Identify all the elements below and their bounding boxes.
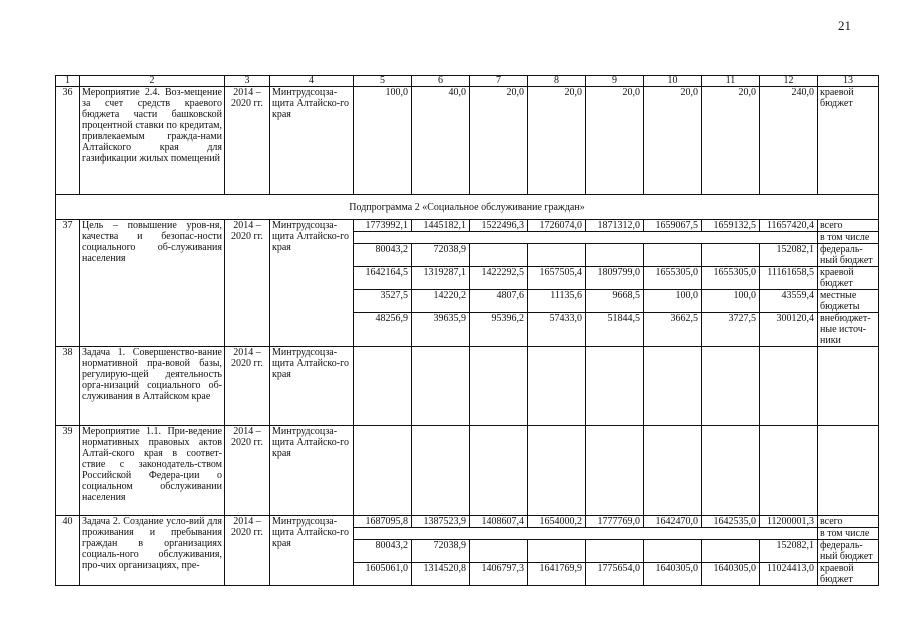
value-cell: 1314520,8 bbox=[412, 563, 470, 586]
value-cell: 3662,5 bbox=[644, 313, 702, 347]
empty-value-span bbox=[354, 232, 818, 244]
value-cell: 20,0 bbox=[586, 87, 644, 195]
value-cell: 1659067,5 bbox=[644, 220, 702, 232]
funding-source: в том числе bbox=[818, 232, 879, 244]
row-number: 38 bbox=[56, 347, 80, 426]
executor: Минтрудсоцза-щита Алтайско-го края bbox=[270, 516, 354, 586]
measure-name: Задача 1. Совершенство-вание нормативной пра-вовой базы, регулирую-щей деятельность орга-низаций социального об-служивания в Алтайском крае bbox=[80, 347, 225, 426]
value-cell bbox=[702, 540, 760, 563]
value-cell: 1319287,1 bbox=[412, 267, 470, 290]
measure-name: Мероприятие 2.4. Воз-мещение за счет средств краевого бюджета части башковской процентной ставки по кредитам, привлекаемым гражда-нами Алтайского края для газификации жилых помещений bbox=[80, 87, 225, 195]
value-cell: 1422292,5 bbox=[470, 267, 528, 290]
value-cell: 152082,1 bbox=[760, 244, 818, 267]
period: 2014 – 2020 гг. bbox=[225, 347, 270, 426]
row-number: 37 bbox=[56, 220, 80, 347]
value-cell bbox=[528, 540, 586, 563]
value-cell: 48256,9 bbox=[354, 313, 412, 347]
column-number: 12 bbox=[760, 76, 818, 87]
page-number: 21 bbox=[838, 18, 851, 33]
executor: Минтрудсоцза-щита Алтайско-го края bbox=[270, 426, 354, 516]
value-cell: 1642164,5 bbox=[354, 267, 412, 290]
table-row-40 bbox=[56, 516, 879, 528]
executor: Минтрудсоцза-щита Алтайско-го края bbox=[270, 347, 354, 426]
value-cell: 1642535,0 bbox=[702, 516, 760, 528]
value-cell: 1605061,0 bbox=[354, 563, 412, 586]
funding-source: краевой бюджет bbox=[818, 87, 879, 195]
value-cell: 9668,5 bbox=[586, 290, 644, 313]
value-cell: 40,0 bbox=[412, 87, 470, 195]
column-number: 5 bbox=[354, 76, 412, 87]
value-cell bbox=[412, 347, 470, 426]
column-number-row bbox=[56, 76, 879, 87]
period: 2014 – 2020 гг. bbox=[225, 516, 270, 586]
value-cell bbox=[702, 244, 760, 267]
funding-source: внебюджет-ные источ-ники bbox=[818, 313, 879, 347]
value-cell: 1640305,0 bbox=[702, 563, 760, 586]
value-cell bbox=[528, 347, 586, 426]
column-number: 9 bbox=[586, 76, 644, 87]
value-cell: 1642470,0 bbox=[644, 516, 702, 528]
value-cell bbox=[354, 347, 412, 426]
funding-source: всего bbox=[818, 220, 879, 232]
value-cell: 100,0 bbox=[354, 87, 412, 195]
period: 2014 – 2020 гг. bbox=[225, 426, 270, 516]
column-number: 13 bbox=[818, 76, 879, 87]
period: 2014 – 2020 гг. bbox=[225, 87, 270, 195]
subprogram-row bbox=[56, 195, 879, 220]
empty-value-span bbox=[354, 528, 818, 540]
measure-name: Цель – повышение уров-ня, качества и безопас-ности социального об-служивания населения bbox=[80, 220, 225, 347]
funding-source bbox=[818, 347, 879, 426]
measure-name: Задача 2. Создание усло-вий для проживания и пребывания граждан в организациях социаль-ного обслуживания, про-чих организациях, пре- bbox=[80, 516, 225, 586]
column-number: 10 bbox=[644, 76, 702, 87]
value-cell: 20,0 bbox=[702, 87, 760, 195]
value-cell bbox=[644, 244, 702, 267]
value-cell bbox=[586, 244, 644, 267]
row-number: 36 bbox=[56, 87, 80, 195]
value-cell: 1775654,0 bbox=[586, 563, 644, 586]
program-financing-table bbox=[55, 75, 879, 586]
value-cell: 1659132,5 bbox=[702, 220, 760, 232]
value-cell: 20,0 bbox=[528, 87, 586, 195]
value-cell: 1657505,4 bbox=[528, 267, 586, 290]
column-number: 3 bbox=[225, 76, 270, 87]
funding-source: местные бюджеты bbox=[818, 290, 879, 313]
value-cell: 1641769,9 bbox=[528, 563, 586, 586]
value-cell: 51844,5 bbox=[586, 313, 644, 347]
value-cell: 3727,5 bbox=[702, 313, 760, 347]
value-cell: 100,0 bbox=[702, 290, 760, 313]
value-cell: 1408607,4 bbox=[470, 516, 528, 528]
value-cell: 72038,9 bbox=[412, 244, 470, 267]
period: 2014 – 2020 гг. bbox=[225, 220, 270, 347]
value-cell bbox=[702, 347, 760, 426]
value-cell: 11135,6 bbox=[528, 290, 586, 313]
row-number: 39 bbox=[56, 426, 80, 516]
value-cell: 1655305,0 bbox=[644, 267, 702, 290]
value-cell: 1871312,0 bbox=[586, 220, 644, 232]
value-cell: 80043,2 bbox=[354, 540, 412, 563]
table-row-37 bbox=[56, 220, 879, 232]
table-row-38 bbox=[56, 347, 879, 426]
column-number: 4 bbox=[270, 76, 354, 87]
value-cell: 20,0 bbox=[644, 87, 702, 195]
funding-source: федераль-ный бюджет bbox=[818, 540, 879, 563]
value-cell: 1777769,0 bbox=[586, 516, 644, 528]
value-cell: 11657420,4 bbox=[760, 220, 818, 232]
value-cell: 1654000,2 bbox=[528, 516, 586, 528]
value-cell: 1387523,9 bbox=[412, 516, 470, 528]
value-cell: 11024413,0 bbox=[760, 563, 818, 586]
value-cell: 1809799,0 bbox=[586, 267, 644, 290]
value-cell bbox=[760, 347, 818, 426]
value-cell bbox=[644, 426, 702, 516]
value-cell: 43559,4 bbox=[760, 290, 818, 313]
table-row-39 bbox=[56, 426, 879, 516]
value-cell: 240,0 bbox=[760, 87, 818, 195]
value-cell: 11161658,5 bbox=[760, 267, 818, 290]
executor: Минтрудсоцза-щита Алтайско-го края bbox=[270, 220, 354, 347]
value-cell: 14220,2 bbox=[412, 290, 470, 313]
value-cell bbox=[412, 426, 470, 516]
subprogram-title: Подпрограмма 2 «Социальное обслуживание граждан» bbox=[56, 195, 879, 220]
value-cell: 1726074,0 bbox=[528, 220, 586, 232]
measure-name: Мероприятие 1.1. При-ведение нормативных правовых актов Алтай-ского края в соответ-ствие с законодатель-ством Российской Федера-ции о социальном обслуживании населения bbox=[80, 426, 225, 516]
value-cell bbox=[470, 426, 528, 516]
value-cell bbox=[644, 540, 702, 563]
value-cell: 11200001,3 bbox=[760, 516, 818, 528]
value-cell bbox=[586, 347, 644, 426]
value-cell: 39635,9 bbox=[412, 313, 470, 347]
column-number: 8 bbox=[528, 76, 586, 87]
column-number: 11 bbox=[702, 76, 760, 87]
value-cell: 300120,4 bbox=[760, 313, 818, 347]
value-cell: 1655305,0 bbox=[702, 267, 760, 290]
value-cell: 1640305,0 bbox=[644, 563, 702, 586]
value-cell: 1687095,8 bbox=[354, 516, 412, 528]
value-cell bbox=[354, 426, 412, 516]
value-cell bbox=[470, 244, 528, 267]
value-cell: 1773992,1 bbox=[354, 220, 412, 232]
value-cell: 95396,2 bbox=[470, 313, 528, 347]
funding-source: в том числе bbox=[818, 528, 879, 540]
value-cell bbox=[586, 540, 644, 563]
value-cell bbox=[644, 347, 702, 426]
funding-source: краевой бюджет bbox=[818, 563, 879, 586]
table-row-36 bbox=[56, 87, 879, 195]
value-cell: 1522496,3 bbox=[470, 220, 528, 232]
column-number: 7 bbox=[470, 76, 528, 87]
value-cell bbox=[528, 244, 586, 267]
value-cell bbox=[702, 426, 760, 516]
row-number: 40 bbox=[56, 516, 80, 586]
value-cell: 3527,5 bbox=[354, 290, 412, 313]
value-cell: 20,0 bbox=[470, 87, 528, 195]
executor: Минтрудсоцза-щита Алтайско-го края bbox=[270, 87, 354, 195]
value-cell: 4807,6 bbox=[470, 290, 528, 313]
funding-source: краевой бюджет bbox=[818, 267, 879, 290]
value-cell bbox=[470, 347, 528, 426]
funding-source: всего bbox=[818, 516, 879, 528]
column-number: 2 bbox=[80, 76, 225, 87]
value-cell: 1406797,3 bbox=[470, 563, 528, 586]
value-cell bbox=[760, 426, 818, 516]
value-cell bbox=[586, 426, 644, 516]
value-cell: 57433,0 bbox=[528, 313, 586, 347]
value-cell: 152082,1 bbox=[760, 540, 818, 563]
value-cell: 1445182,1 bbox=[412, 220, 470, 232]
value-cell: 100,0 bbox=[644, 290, 702, 313]
funding-source bbox=[818, 426, 879, 516]
funding-source: федераль-ный бюджет bbox=[818, 244, 879, 267]
value-cell bbox=[470, 540, 528, 563]
value-cell: 72038,9 bbox=[412, 540, 470, 563]
value-cell: 80043,2 bbox=[354, 244, 412, 267]
value-cell bbox=[528, 426, 586, 516]
column-number: 6 bbox=[412, 76, 470, 87]
column-number: 1 bbox=[56, 76, 80, 87]
